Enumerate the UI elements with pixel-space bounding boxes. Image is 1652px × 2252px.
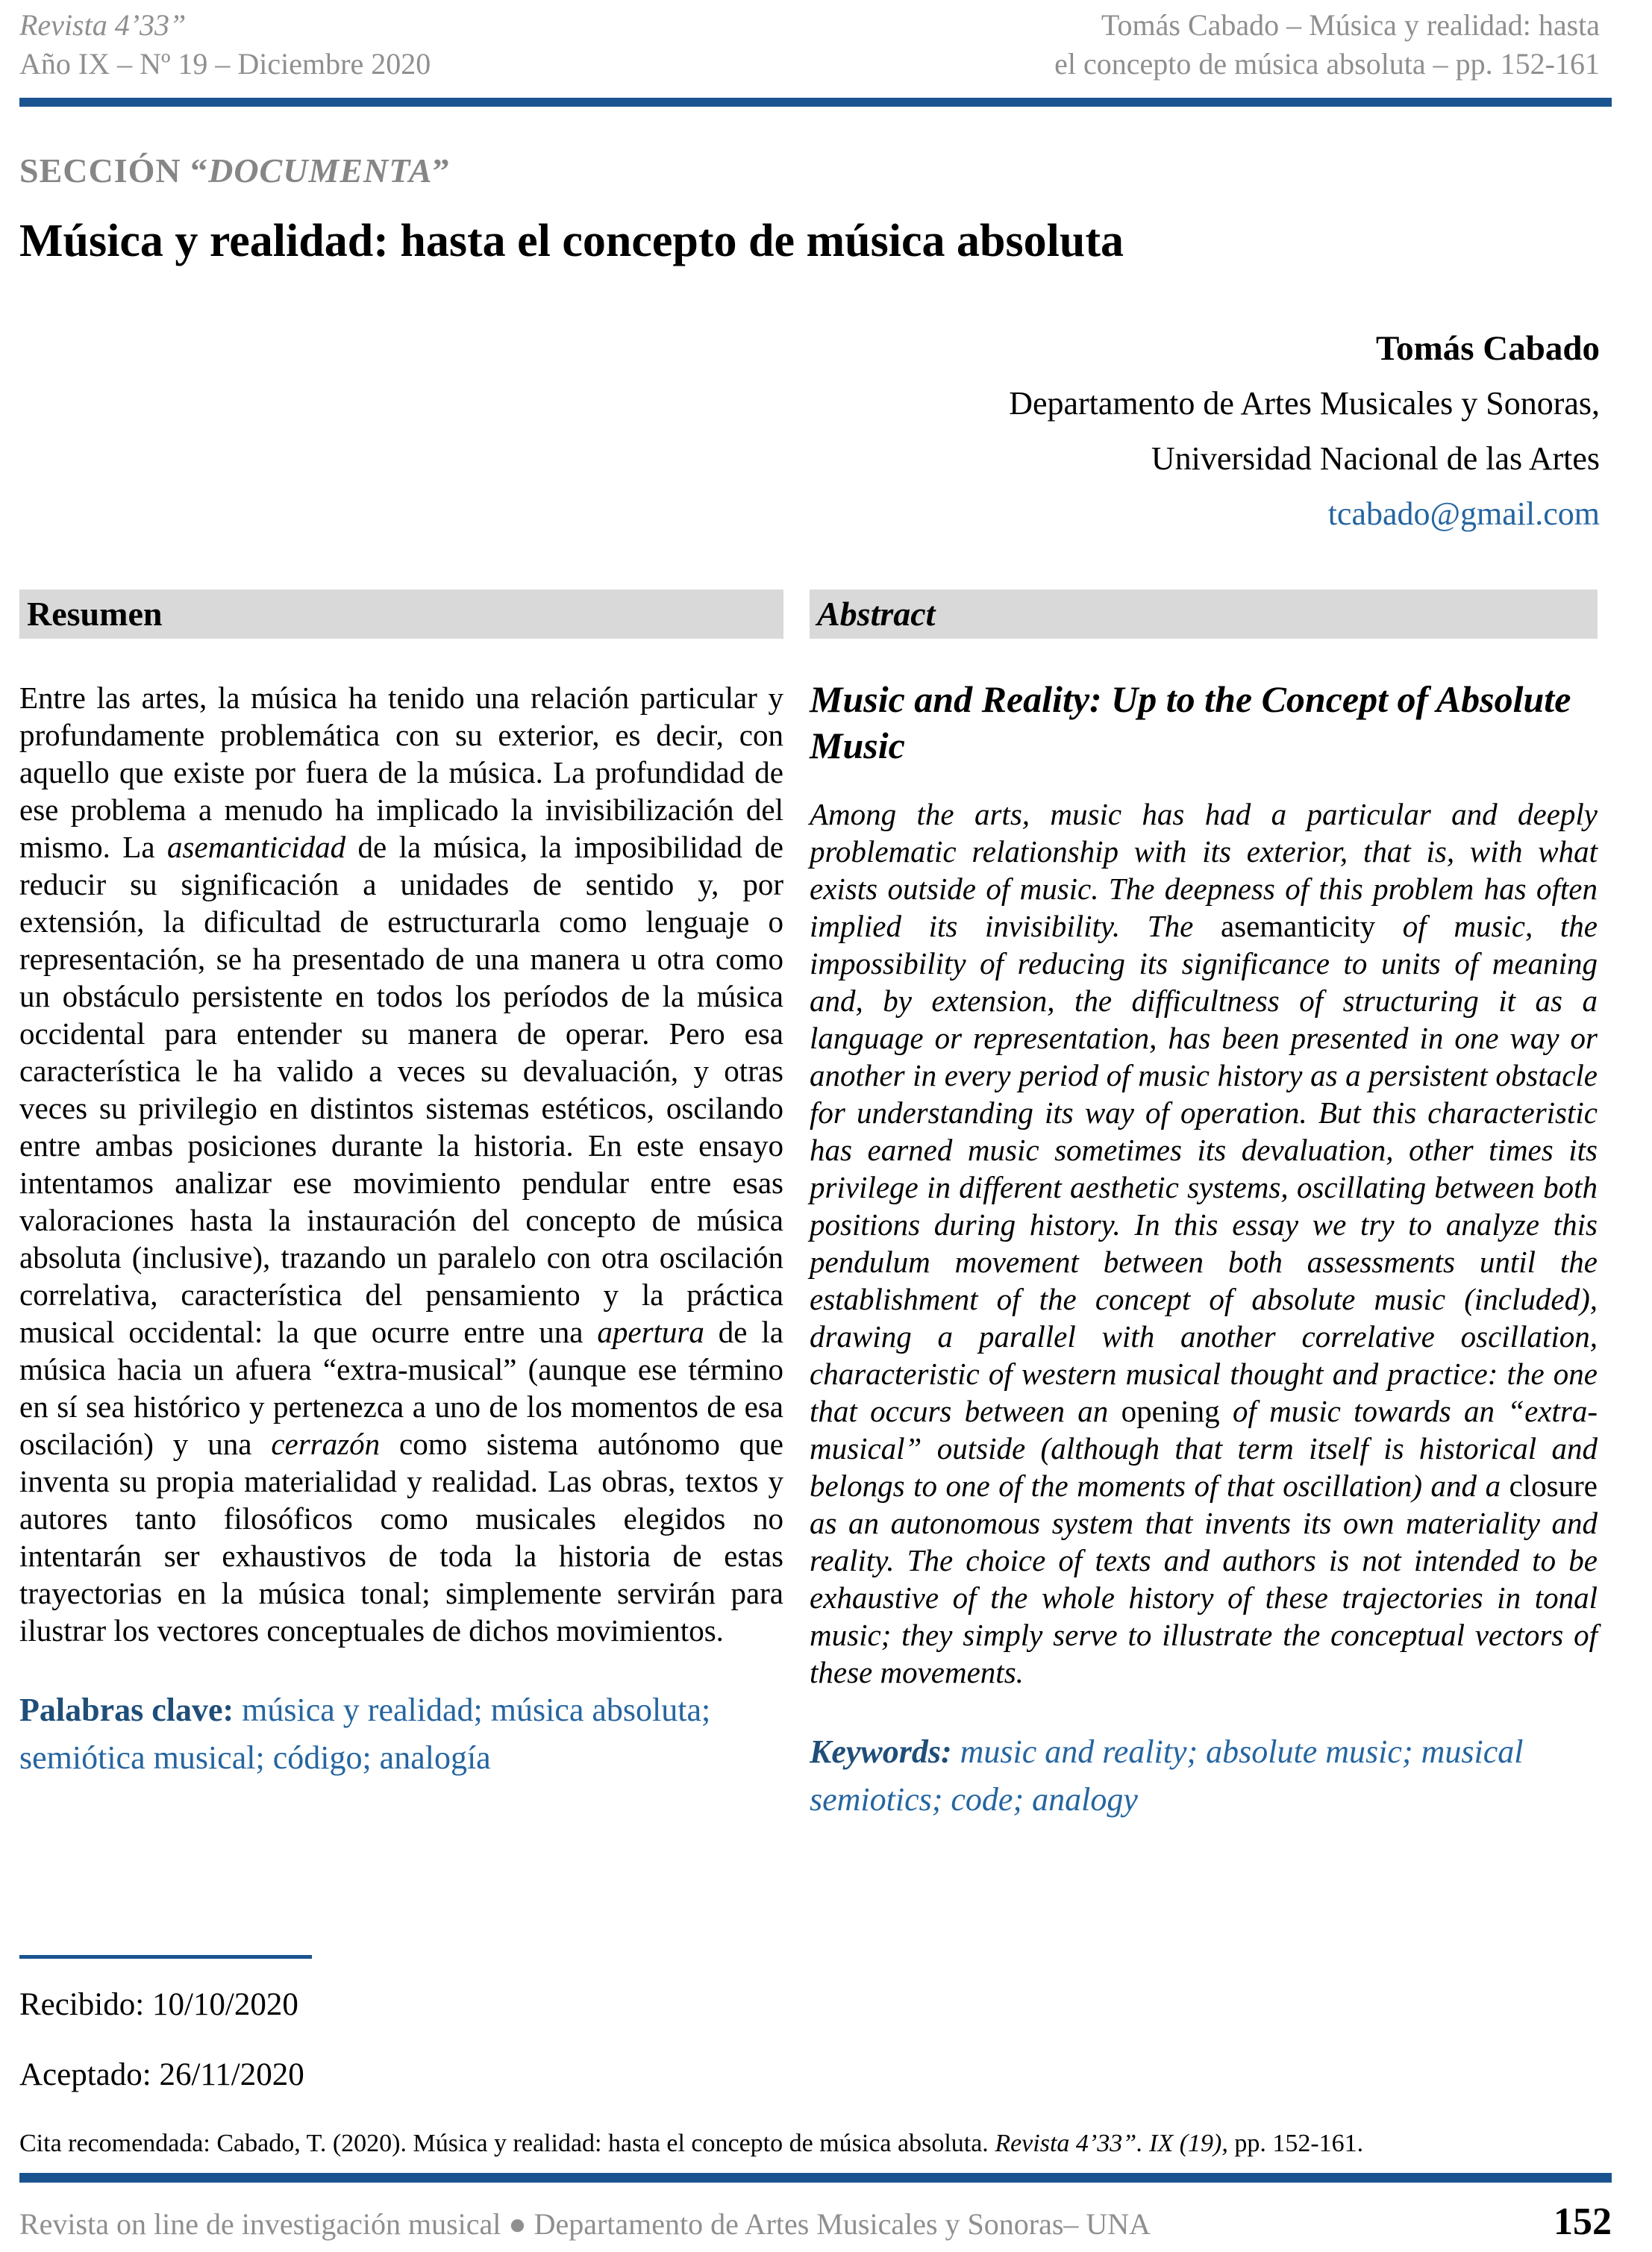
abstract-paragraph: Among the arts, music has had a particular and deeply problematic relationship with its exterior, that is, with what exists outside of music. The deepness of this problem has often implied its invisibility. The asemanticity of music, the impossibility of reducing its significance to units of meaning and, by extension, the difficultness of structuring it as a language or representation, has been presented in one way or another in every period of music history as a persistent obstacle for understanding its way of operation. But this characteristic has earned music sometimes its devaluation, other times its privilege in different aesthetic systems, oscillating between both positions during history. In this essay we try to analyze this pendulum movement between both assessments until the establishment of the concept of absolute music (included), drawing a parallel with another correlative oscillation, characteristic of western musical thought and practice: the one that occurs between an opening of music towards an “extra-musical” outside (although that term itself is historical and belongs to one of the moments of that oscillation) and a closure as an autonomous system that invents its own materiality and reality. The choice of texts and authors is not intended to be exhaustive of the whole history of these trajectories in tonal music; they simply serve to illustrate the conceptual vectors of these movements. xyxy=(810,797,1598,1689)
page-number: 152 xyxy=(1554,2201,1612,2243)
article-title: Música y realidad: hasta el concepto de música absoluta xyxy=(19,216,1124,266)
author-block xyxy=(1009,321,1600,542)
keywords-label: Keywords: xyxy=(810,1733,952,1770)
running-head-line2: el concepto de música absoluta – pp. 152-161 xyxy=(1054,47,1600,81)
abstract-heading: Abstract xyxy=(810,589,1598,639)
running-header-left xyxy=(19,6,431,84)
accepted-date: Aceptado: 26/11/2020 xyxy=(19,2057,304,2092)
palabras-clave-line xyxy=(19,1686,783,1782)
palabras-clave-label: Palabras clave: xyxy=(19,1692,234,1728)
abstract-title: Music and Reality: Up to the Concept of Absolute Music xyxy=(810,678,1571,766)
resumen-column xyxy=(19,589,783,1782)
keywords-text: music and reality; absolute music; musical semiotics; code; analogy xyxy=(810,1733,1524,1818)
resumen-heading: Resumen xyxy=(19,589,783,639)
author-affiliation-1: Departamento de Artes Musicales y Sonoras, xyxy=(1009,385,1600,422)
journal-name: Revista 4’33” xyxy=(19,8,187,42)
palabras-clave-text: música y realidad; música absoluta; semiótica musical; código; analogía xyxy=(19,1692,711,1776)
bottom-rule xyxy=(19,2173,1612,2183)
running-header-right xyxy=(1054,6,1600,84)
resumen-paragraph: Entre las artes, la música ha tenido una relación particular y profundamente problemática con su exterior, es decir, con aquello que existe por fuera de la música. La profundidad de ese problema a menudo ha implicado la invisibilización del mismo. La asemanticidad de la música, la imposibilidad de reducir su significación a unidades de sentido y, por extensión, la dificultad de estructurarla como lenguaje o representación, se ha presentado de una manera u otra como un obstáculo persistente en todos los períodos de la música occidental para entender su manera de operar. Pero esa característica le ha valido a veces su devaluación, y otras veces su privilegio en distintos sistemas estéticos, oscilando entre ambas posiciones durante la historia. En este ensayo intentamos analizar ese movimiento pendular entre esas valoraciones hasta la instauración del concepto de música absoluta (inclusive), trazando un paralelo con otra oscilación correlativa, característica del pensamiento y la práctica musical occidental: la que ocurre entre una apertura de la música hacia un afuera “extra-musical” (aunque ese término en sí sea histórico y pertenezca a uno de los momentos de esa oscilación) y una cerrazón como sistema autónomo que inventa su propia materialidad y realidad. Las obras, textos y autores tanto filosóficos como musicales elegidos no intentarán ser exhaustivos de toda la historia de estas trayectorias en la música tonal; simplemente servirán para ilustrar los vectores conceptuales de dichos movimientos. xyxy=(19,681,784,1648)
page-footer xyxy=(19,2200,1612,2244)
author-name: Tomás Cabado xyxy=(1376,329,1600,368)
author-affiliation-2: Universidad Nacional de las Artes xyxy=(1151,440,1600,477)
keywords-line xyxy=(810,1728,1598,1824)
top-rule xyxy=(19,98,1612,107)
author-email[interactable]: tcabado@gmail.com xyxy=(1327,495,1600,532)
recommended-citation: Cita recomendada: Cabado, T. (2020). Música y realidad: hasta el concepto de música absoluta. Revista 4’33”. IX (19), pp. 152-161. xyxy=(19,2130,1364,2157)
received-date: Recibido: 10/10/2020 xyxy=(19,1987,298,2022)
running-header xyxy=(19,6,1600,84)
journal-issue: Año IX – Nº 19 – Diciembre 2020 xyxy=(19,47,431,81)
abstract-column xyxy=(810,589,1598,1824)
footer-journal-info: Revista on line de investigación musical ● Departamento de Artes Musicales y Sonoras– UNA xyxy=(19,2207,1151,2241)
running-head-line1: Tomás Cabado – Música y realidad: hasta xyxy=(1101,8,1600,42)
footnote-separator xyxy=(19,1955,312,1959)
section-label: SECCIÓN “DOCUMENTA” xyxy=(19,151,451,190)
